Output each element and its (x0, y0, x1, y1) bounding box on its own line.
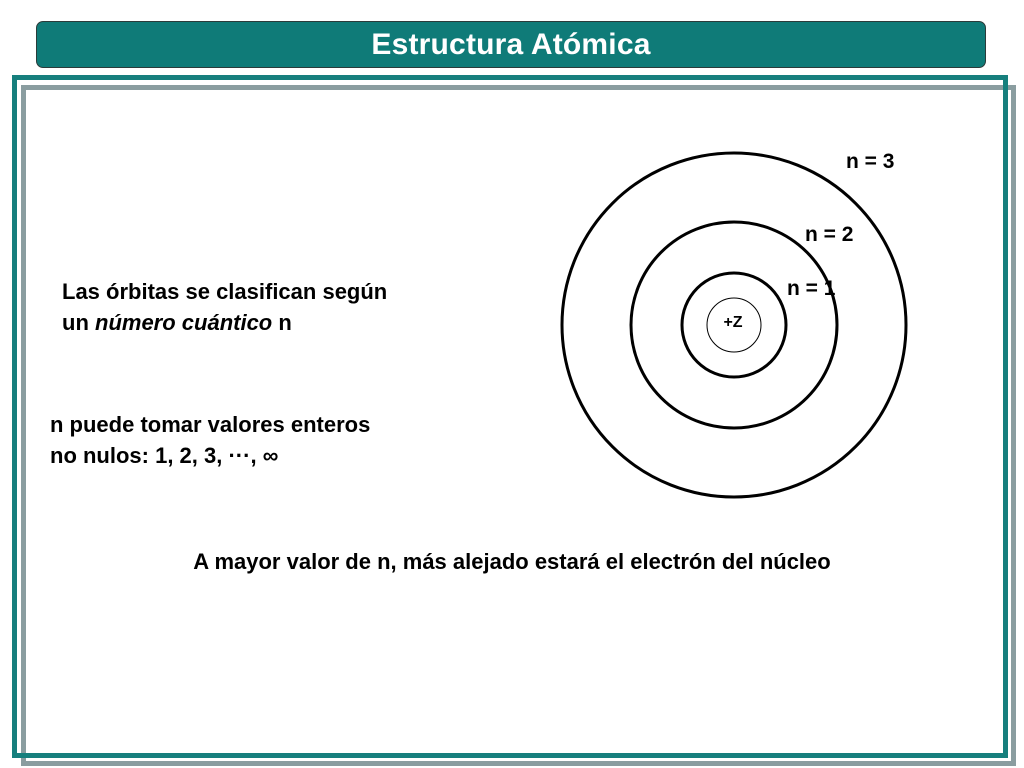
para1-line2-prefix: un (62, 310, 95, 335)
orbit-label-n3: n = 3 (846, 150, 895, 173)
quantum-number-term: número cuántico (95, 310, 273, 335)
para2-line1: n puede tomar valores enteros (50, 412, 371, 437)
orbit-label-n1: n = 1 (787, 277, 836, 300)
para2-line2: no nulos: 1, 2, 3, ···, ∞ (50, 443, 279, 468)
para1-line1: Las órbitas se clasifican según (62, 279, 388, 304)
orbit-label-n2: n = 2 (805, 223, 854, 246)
para1-line2-suffix: n (272, 310, 292, 335)
conclusion-text: A mayor valor de n, más alejado estará el electrón del núcleo (193, 549, 831, 574)
slide-title: Estructura Atómica (371, 27, 651, 61)
nucleus-label: +Z (723, 314, 743, 331)
